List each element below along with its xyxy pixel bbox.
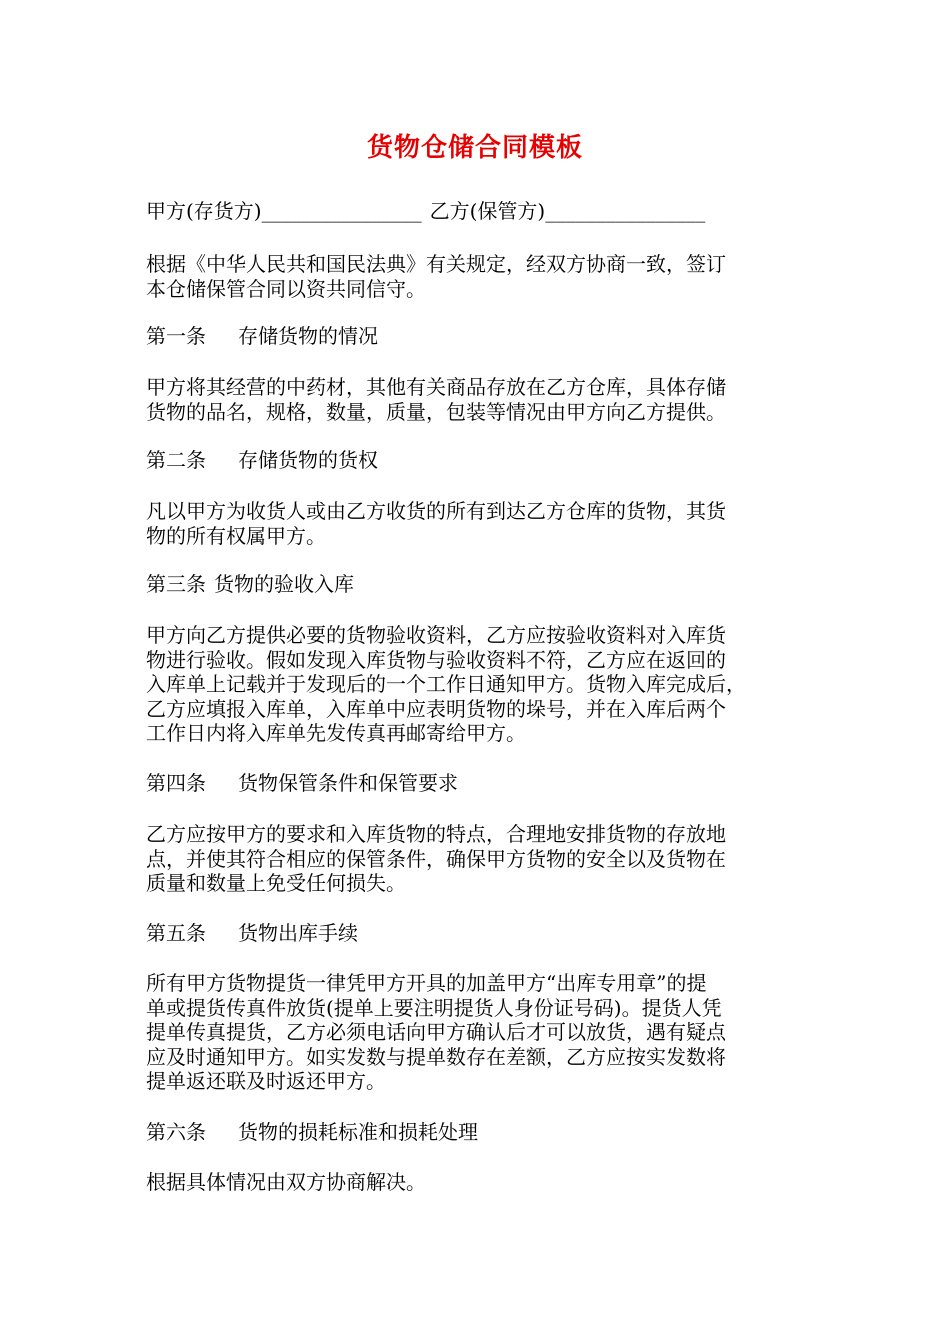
article-body-3 bbox=[146, 623, 816, 746]
paragraph-line: 工作日内将入库单先发传真再邮寄给甲方。 bbox=[146, 721, 526, 745]
party-a-field: 甲方(存货方)________________ bbox=[146, 199, 422, 223]
article-body-2 bbox=[146, 499, 816, 548]
paragraph-line: 所有甲方货物提货一律凭甲方开具的加盖甲方“出库专用章”的提 bbox=[146, 971, 707, 995]
article-body-5 bbox=[146, 971, 816, 1094]
article-heading-3 bbox=[146, 572, 816, 597]
article-heading-5 bbox=[146, 921, 816, 946]
article-body-1 bbox=[146, 375, 816, 424]
parties-line bbox=[146, 199, 816, 224]
paragraph-line: 点，并使其符合相应的保管条件，确保甲方货物的安全以及货物在 bbox=[146, 846, 726, 871]
paragraph-line: 应及时通知甲方。如实发数与提单数存在差额，乙方应按实发数将 bbox=[146, 1044, 726, 1069]
document-title: 货物仓储合同模板 bbox=[366, 133, 583, 163]
article-title: 货物的验收入库 bbox=[214, 572, 354, 596]
paragraph-line: 根据具体情况由双方协商解决。 bbox=[146, 1170, 426, 1194]
article-number: 第三条 bbox=[146, 572, 206, 596]
article-heading-1 bbox=[146, 324, 816, 349]
article-heading-2 bbox=[146, 448, 816, 473]
article-title: 货物出库手续 bbox=[238, 921, 358, 945]
article-title: 货物的损耗标准和损耗处理 bbox=[238, 1120, 478, 1144]
article-number: 第一条 bbox=[146, 324, 206, 348]
paragraph-line: 物的所有权属甲方。 bbox=[146, 523, 326, 548]
paragraph-line: 物进行验收。假如发现入库货物与验收资料不符，乙方应在返回的 bbox=[146, 647, 726, 672]
paragraph-line: 乙方应填报入库单，入库单中应表明货物的垛号，并在入库后两个 bbox=[146, 696, 726, 721]
intro-paragraph bbox=[146, 252, 816, 301]
paragraph-line: 乙方应按甲方的要求和入库货物的特点，合理地安排货物的存放地 bbox=[146, 822, 726, 846]
article-title: 货物保管条件和保管要求 bbox=[238, 771, 458, 795]
article-number: 第五条 bbox=[146, 921, 206, 945]
paragraph-line: 提单返还联及时返还甲方。 bbox=[146, 1069, 386, 1093]
paragraph-line: 入库单上记载并于发现后的一个工作日通知甲方。货物入库完成后， bbox=[146, 672, 746, 696]
paragraph-line: 甲方将其经营的中药材，其他有关商品存放在乙方仓库，具体存储 bbox=[146, 375, 726, 399]
article-number: 第二条 bbox=[146, 448, 206, 472]
paragraph-line: 提单传真提货，乙方必须电话向甲方确认后才可以放货，遇有疑点 bbox=[146, 1020, 726, 1044]
article-number: 第六条 bbox=[146, 1120, 206, 1144]
paragraph-line: 甲方向乙方提供必要的货物验收资料，乙方应按验收资料对入库货 bbox=[146, 623, 726, 647]
article-title: 存储货物的情况 bbox=[238, 324, 378, 348]
paragraph-line: 本仓储保管合同以资共同信守。 bbox=[146, 276, 426, 301]
article-body-6 bbox=[146, 1170, 816, 1195]
article-heading-4 bbox=[146, 771, 816, 796]
paragraph-line: 根据《中华人民共和国民法典》有关规定，经双方协商一致，签订 bbox=[146, 252, 726, 276]
article-heading-6 bbox=[146, 1120, 816, 1145]
paragraph-line: 货物的品名，规格，数量，质量，包装等情况由甲方向乙方提供。 bbox=[146, 399, 726, 424]
article-title: 存储货物的货权 bbox=[238, 448, 378, 472]
article-number: 第四条 bbox=[146, 771, 206, 795]
paragraph-line: 凡以甲方为收货人或由乙方收货的所有到达乙方仓库的货物，其货 bbox=[146, 499, 726, 523]
paragraph-line: 单或提货传真件放货(提单上要注明提货人身份证号码)。提货人凭 bbox=[146, 995, 722, 1020]
paragraph-line: 质量和数量上免受任何损失。 bbox=[146, 871, 406, 895]
party-b-field: 乙方(保管方)________________ bbox=[429, 199, 706, 223]
article-body-4 bbox=[146, 822, 816, 896]
